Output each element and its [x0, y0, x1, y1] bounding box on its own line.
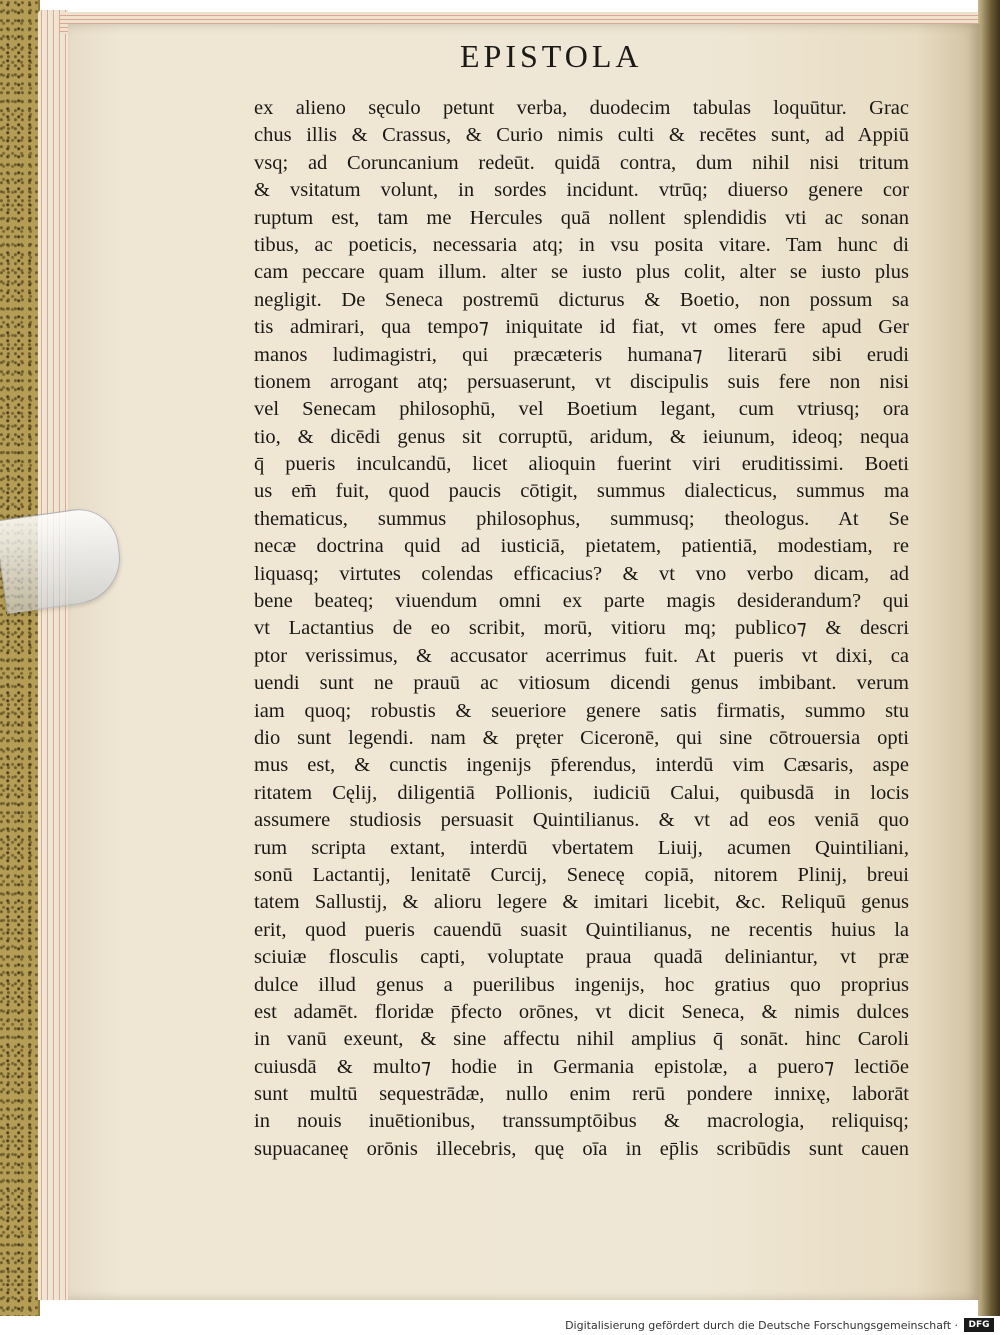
text-line: bene beateq; viuendum omni ex parte magis desiderandum? qui	[254, 590, 909, 613]
text-line: q̄ pueris inculcandū, licet alioquin fuerint viri eruditissimi. Boeti	[254, 453, 909, 476]
text-line: dio sunt legendi. nam & pręter Ciceronē, qui sine cōtrouersia opti	[254, 726, 909, 749]
text-line: & vsitatum volunt, in sordes incidunt. vtrūq; diuerso genere cor	[254, 179, 909, 202]
text-line: dulce illud genus a puerilibus ingenijs, hoc gratius quo proprius	[254, 973, 909, 996]
page-edges-left	[38, 10, 68, 1300]
text-line: tio, & dicēdi genus sit corruptū, aridum, & ieiunum, ideoq; nequa	[254, 425, 909, 448]
text-line: cuiusdā & multo⁊ hodie in Germania epistolæ, a puero⁊ lectiōe	[254, 1055, 909, 1078]
text-line: assumere studiosis persuasit Quintilianus. & vt ad eos veniā quo	[254, 809, 909, 832]
funding-credit: Digitalisierung gefördert durch die Deutsche Forschungsgemeinschaft ·	[565, 1319, 958, 1332]
text-line: tatem Sallustij, & alioru legere & imitari licebit, &c. Reliquū genus	[254, 891, 909, 914]
running-head: EPISTOLA	[460, 38, 643, 74]
text-line: vt Lactantius de eo scribit, morū, vitioru mq; publico⁊ & descri	[254, 617, 909, 640]
text-line: ptor verissimus, & accusator acerrimus fuit. At pueris vt dixi, ca	[254, 644, 909, 667]
text-line: necæ doctrina quid ad iusticiā, pietatem, patientiā, modestiam, re	[254, 535, 909, 558]
text-line: tis admirari, qua tempo⁊ iniquitate id fiat, vt omes fere apud Ger	[254, 316, 909, 339]
text-line: us em̄ fuit, quod paucis cōtigit, summus dialecticus, summus ma	[254, 480, 909, 503]
text-line: rum scripta extant, interdū vbertatem Liuij, acumen Quintiliani,	[254, 836, 909, 859]
dfg-logo: DFG	[964, 1318, 994, 1332]
book-cover-edge	[0, 0, 40, 1316]
text-line: in vanū exeunt, & sine affectu nihil amplius q̄ sonāt. hinc Caroli	[254, 1028, 909, 1051]
text-line: tionem arrogant atq; persuaserunt, vt discipulis suis fere non nisi	[254, 370, 909, 393]
text-line: tibus, ac poeticis, necessaria atq; in vsu posita vitare. Tam hunc di	[254, 233, 909, 256]
text-line: erit, quod pueris cauendū suasit Quintilianus, ne recentis huius la	[254, 918, 909, 941]
text-line: mus est, & cunctis ingenijs p̄ferendus, interdū vim Cæsaris, aspe	[254, 754, 909, 777]
text-line: liquasq; virtutes colendas efficacius? & vt vno verbo dicam, ad	[254, 562, 909, 585]
text-line: negligit. De Seneca postremū dicturus & Boetio, non possum sa	[254, 288, 909, 311]
book-gutter	[978, 0, 1000, 1316]
footer-bar	[0, 1316, 1000, 1335]
text-line: sonū Lactantij, lenitatē Curcij, Senecę copiā, nitorem Plinij, breui	[254, 863, 909, 886]
text-line: sunt multū sequestrādæ, nullo enim rerū pondere innixę, laborāt	[254, 1083, 909, 1106]
text-line: sciuiæ flosculis capti, voluptate praua quadā deliniantur, vt præ	[254, 946, 909, 969]
text-block	[254, 95, 909, 1163]
text-line: ruptum est, tam me Hercules quā nollent splendidis vti ac sonan	[254, 206, 909, 229]
text-line: thematicus, summus philosophus, summusq; theologus. At Se	[254, 507, 909, 530]
text-line: manos ludimagistri, qui præcæteris humana⁊ literarū sibi erudi	[254, 343, 909, 366]
text-line: ex alieno sęculo petunt verba, duodecim tabulas loquūtur. Grac	[254, 97, 909, 119]
text-line: iam quoq; robustis & seueriore genere satis firmatis, summo stu	[254, 699, 909, 722]
text-line: supuacaneę orōnis illecebris, quę oīa in ep̄lis scribūdis sunt cauen	[254, 1137, 909, 1160]
text-line: chus illis & Crassus, & Curio nimis culti & recētes sunt, ad Appiū	[254, 124, 909, 147]
text-line: est adamēt. floridæ p̄fecto orōnes, vt dicit Seneca, & nimis dulces	[254, 1000, 909, 1023]
text-line: cam peccare quam illum. alter se iusto plus colit, alter se iusto plus	[254, 261, 909, 284]
text-line: ritatem Cęlij, diligentiā Pollionis, iudiciū Calui, quibusdā in locis	[254, 781, 909, 804]
text-line: uendi sunt ne prauū ac vitiosum dicendi genus imbibant. verum	[254, 672, 909, 695]
text-line: vsq; ad Coruncanium redeūt. quidā contra, dum nihil nisi tritum	[254, 151, 909, 174]
text-line: vel Senecam philosophū, vel Boetium legant, cum vtriusq; ora	[254, 398, 909, 421]
text-line: in nouis inuētionibus, transsumptōibus & macrologia, reliquisq;	[254, 1110, 909, 1133]
